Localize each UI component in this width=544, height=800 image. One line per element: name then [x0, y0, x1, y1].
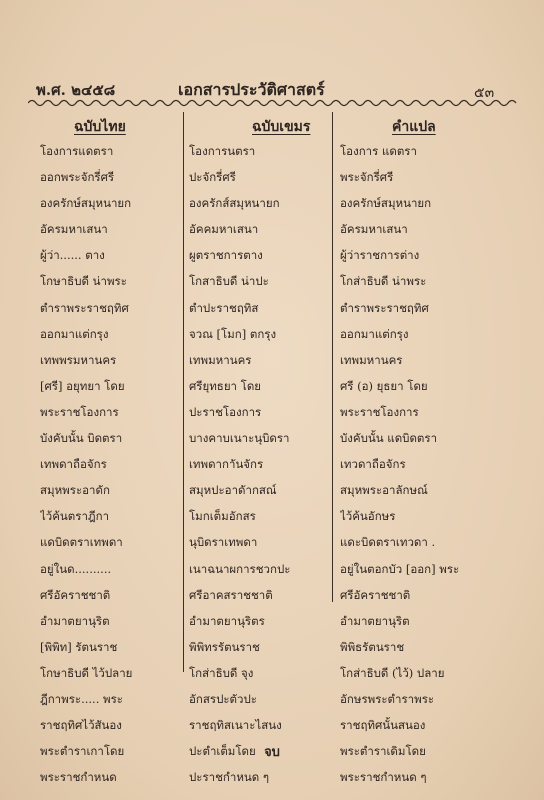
thai-cell: ศรีอัคราชชาติ — [40, 587, 111, 602]
khmer-cell: โกสาธิบดี น่าปะ — [189, 274, 269, 289]
thai-cell: ตำราพระราชฤทิศ — [40, 300, 129, 315]
column-title-translation: คำแปล — [392, 119, 436, 135]
thai-cell: ผู้ว่า...... ตาง — [40, 248, 105, 263]
khmer-cell: ราชฤทิสเนาะไสนง — [189, 718, 282, 733]
column-title-khmer: ฉบับเขมร — [252, 119, 311, 135]
page-number: ๕๓ — [474, 85, 495, 101]
khmer-cell: นุบิดราเทพดา — [189, 535, 258, 550]
translation-cell: ออกมาแต่กรุง — [340, 326, 409, 341]
khmer-cell: ตำปะราชฤทิส — [189, 300, 259, 315]
khmer-cell: ปะจักรี่ศรี — [189, 170, 236, 185]
thai-cell: พระราชกำหนด — [40, 770, 117, 785]
thai-cell: ออกพระจักรี่ศรี — [40, 170, 115, 185]
translation-cell: เทวดาถือจักร — [340, 457, 406, 472]
column-divider-left — [183, 112, 184, 672]
khmer-cell: ปะราชโองการ — [189, 404, 262, 419]
translation-cell: บังคับนั้น แดบิดตรา — [340, 431, 438, 446]
translation-cell: อักษรพระตำราพระ — [340, 691, 435, 706]
translation-cell: ตำราพระราชฤทิศ — [340, 300, 429, 315]
translation-cell: อัครมหาเสนา — [340, 222, 408, 237]
translation-cell: โองการ แดตรา — [340, 144, 417, 158]
translation-cell: องครักษ์สมุหนายก — [340, 196, 432, 211]
column-translation — [340, 138, 535, 790]
thai-cell: โกษาธิบดี ไว้ปลาย — [40, 665, 133, 680]
thai-cell: องครักษ์สมุหนายก — [40, 196, 132, 211]
thai-cell: [พิพิท] รัตนราช — [40, 639, 118, 654]
translation-cell: อำมาตยานุริต — [340, 613, 410, 628]
translation-cell: แดะบิดตราเทวดา . — [340, 535, 436, 550]
khmer-cell: บางคาบเนาะนุบิดรา — [189, 431, 290, 446]
khmer-cell: โมกเต็มอักสร — [189, 509, 256, 524]
header-title: เอกสารประวัติศาสตร์ — [178, 80, 325, 99]
thai-cell: ฎีกาพระ..... พระ — [40, 691, 123, 706]
end-marker: จบ — [264, 745, 280, 760]
translation-cell: พระตำราเดิมโดย — [340, 744, 426, 759]
thai-cell: บังคับนั้น บิดตรา — [40, 431, 123, 446]
thai-cell: เทพดาถือจักร — [40, 457, 107, 472]
translation-cell: พระราชกำหนด ๆ — [340, 770, 427, 785]
thai-cell: อัครมหาเสนา — [40, 222, 108, 237]
translation-cell: สมุหพระอาลักษณ์ — [340, 483, 428, 498]
translation-cell: ศรีอัคราชชาติ — [340, 587, 411, 602]
khmer-cell: อักสรปะตัวปะ — [189, 691, 257, 706]
thai-cell: พระตำราเกาโดย — [40, 744, 125, 759]
column-thai — [40, 138, 180, 790]
column-divider-right — [332, 112, 333, 602]
khmer-cell: ปะตำเต็มโดย — [189, 744, 256, 759]
thai-cell: ไว้ค้นตราฎีกา — [40, 509, 110, 524]
khmer-cell: ศรียุทธยา โดย — [189, 378, 262, 393]
khmer-cell: ปะราชกำหนด ๆ — [189, 770, 270, 785]
thai-cell: อยู่ในด.......... — [40, 561, 112, 576]
khmer-cell: อำมาตยานุริตร — [189, 613, 265, 628]
thai-cell: พระราชโองการ — [40, 404, 119, 419]
translation-cell: พระจักรี่ศรี — [340, 170, 394, 185]
header-year: พ.ศ. ๒๔๕๘ — [36, 81, 116, 99]
thai-cell: เทพพรมหานคร — [40, 352, 117, 367]
khmer-cell: ผูตราชการตาง — [189, 248, 263, 263]
thai-cell: แดบิดตราเทพดา — [40, 535, 123, 550]
column-khmer — [189, 138, 329, 790]
thai-cell: โองการแดตรา — [40, 144, 114, 158]
thai-cell: โกษาธิบดี น่าพระ — [40, 274, 127, 289]
translation-cell: พิพิธรัตนราช — [340, 639, 405, 654]
translation-cell: โกส่าธิบดี น่าพระ — [340, 274, 427, 289]
translation-cell: ไว้ค้นอักษร — [340, 509, 396, 524]
translation-cell: โกส่าธิบดี (ไว้) ปลาย — [340, 665, 445, 680]
wavy-rule — [28, 98, 520, 108]
khmer-cell: เนาฉนาผการชวกปะ — [189, 561, 291, 576]
translation-cell: ศรี (อ) ยุธยา โดย — [340, 378, 428, 393]
khmer-cell: เทพดากาันจักร — [189, 457, 264, 472]
khmer-cell: อัคคมหาเสนา — [189, 222, 259, 237]
khmer-cell: โองการนตรา — [189, 144, 256, 158]
thai-cell: สมุหพระอาดัก — [40, 483, 110, 498]
translation-cell: อยู่ในตอกบัว [ออก] พระ — [340, 561, 460, 576]
khmer-cell: โกส่าธิบดี จุง — [189, 665, 254, 680]
thai-cell: ออกมาแต่กรุง — [40, 326, 109, 341]
khmer-cell: ศรีอาคสราชชาติ — [189, 587, 273, 602]
translation-cell: เทพมหานคร — [340, 352, 403, 367]
translation-cell: ราชฤทิศนั้นสนอง — [340, 718, 426, 733]
thai-cell: ราชฤทิศไว้สันอง — [40, 718, 122, 733]
translation-cell: ผู้ว่าราชการต่าง — [340, 248, 420, 263]
khmer-cell: พิพิทรรัตนราช — [189, 639, 260, 654]
khmer-cell: องครักส์สมุหนายก — [189, 196, 280, 211]
khmer-cell: สมุหปะอาดัากสณ์ — [189, 483, 277, 498]
khmer-cell: เทพมหานคร — [189, 352, 252, 367]
thai-cell: อำมาตยานุริต — [40, 613, 110, 628]
translation-cell: พระราชโองการ — [340, 404, 419, 419]
column-title-thai: ฉบับไทย — [74, 119, 126, 135]
khmer-cell: จวณ [โมก] ตกรุง — [189, 326, 277, 341]
thai-cell: [ศรี] อยุทยา โดย — [40, 378, 125, 393]
